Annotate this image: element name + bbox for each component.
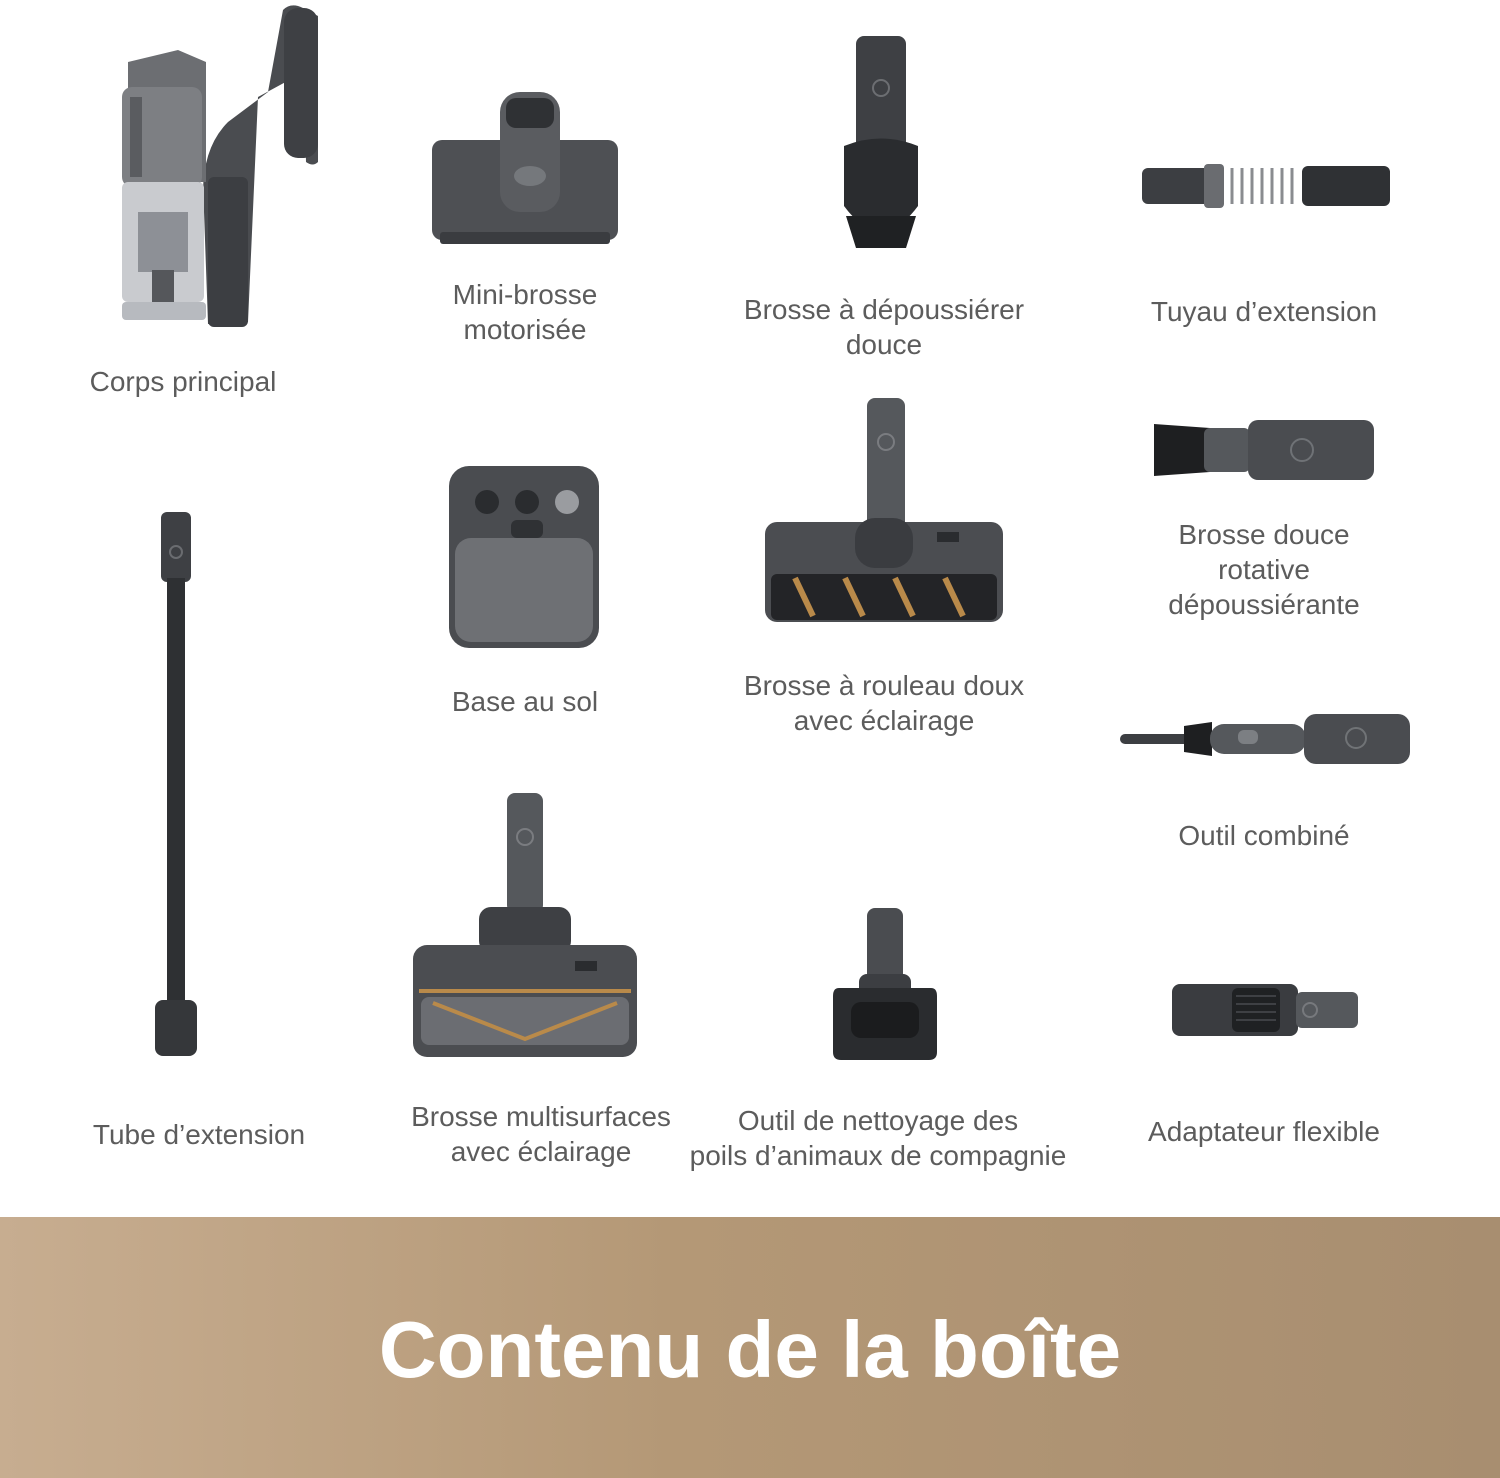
mini-motorized-brush-image [432,92,618,248]
box-contents-banner [0,1217,1500,1478]
item-label-brosse-rotative: Brosse douce rotative dépoussiérante [1168,519,1360,620]
multisurface-brush-image [413,793,637,1061]
item-label-base-au-sol: Base au sol [451,686,599,717]
item-label-adaptateur-flexible: Adaptateur flexible [1148,1116,1380,1147]
item-label-tuyau-extension: Tuyau d’extension [1150,296,1378,327]
item-label-brosse-depoussierer: Brosse à dépoussiérer douce [743,294,1025,360]
item-label-brosse-rouleau: Brosse à rouleau doux avec éclairage [743,670,1025,736]
item-label-outil-combine: Outil combiné [1178,820,1350,851]
item-label-outil-animaux: Outil de nettoyage des poils d’animaux de compagnie [689,1105,1067,1171]
combination-tool-image [1120,712,1410,770]
item-label-corps-principal: Corps principal [89,366,277,397]
extension-tube-image [153,512,199,1056]
flexible-adapter-image [1172,982,1358,1038]
banner-title: Contenu de la boîte [378,1305,1122,1394]
item-label-tube-extension: Tube d’extension [92,1119,306,1150]
item-label-brosse-multisurfaces: Brosse multisurfaces avec éclairage [411,1101,671,1167]
soft-dusting-brush-image [836,36,926,252]
soft-roller-brush-image [765,398,1003,624]
rotating-dust-brush-image [1152,414,1374,486]
extension-hose-image [1142,160,1392,212]
item-label-mini-brosse: Mini-brosse motorisée [452,279,598,345]
main-body-image [108,2,323,332]
floor-base-image [449,466,599,648]
pet-hair-tool-image [833,908,937,1060]
